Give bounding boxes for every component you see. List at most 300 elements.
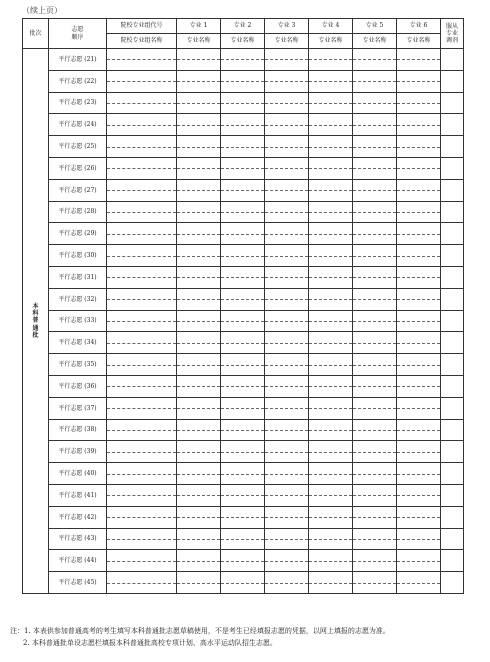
major-1-field[interactable]: [177, 266, 221, 288]
major-3-field[interactable]: [265, 310, 309, 332]
dashed-divider: [177, 168, 220, 169]
school-group-field[interactable]: [107, 288, 177, 310]
major-1-field[interactable]: [177, 332, 221, 354]
dashed-divider: [353, 583, 396, 584]
obey-adjustment-field[interactable]: [441, 70, 464, 92]
major-2-field[interactable]: [221, 354, 265, 376]
major-3-field[interactable]: [265, 92, 309, 114]
school-group-field[interactable]: [107, 506, 177, 528]
dashed-divider: [353, 430, 396, 431]
major-3-field[interactable]: [265, 484, 309, 506]
major-1-field[interactable]: [177, 245, 221, 267]
dashed-divider: [107, 583, 176, 584]
major-5-field[interactable]: [353, 70, 397, 92]
major-4-field[interactable]: [309, 441, 353, 463]
obey-adjustment-field[interactable]: [441, 179, 464, 201]
major-4-field[interactable]: [309, 114, 353, 136]
major-5-field[interactable]: [353, 179, 397, 201]
dashed-divider: [177, 125, 220, 126]
dashed-divider: [221, 343, 264, 344]
dashed-divider: [397, 299, 440, 300]
volunteer-row: [23, 310, 464, 332]
major-1-field[interactable]: [177, 179, 221, 201]
major-4-field[interactable]: [309, 572, 353, 594]
obey-adjustment-field[interactable]: [441, 375, 464, 397]
volunteer-order-label: 平行志愿 (42): [49, 506, 107, 528]
volunteer-order-label: 平行志愿 (35): [49, 354, 107, 376]
major-1-field[interactable]: [177, 506, 221, 528]
major-1-field[interactable]: [177, 223, 221, 245]
school-group-field[interactable]: [107, 572, 177, 594]
header-obey-line3: 调剂: [445, 37, 458, 45]
major-6-field[interactable]: [397, 463, 441, 485]
dashed-divider: [107, 321, 176, 322]
obey-adjustment-field[interactable]: [441, 92, 464, 114]
major-3-field[interactable]: [265, 528, 309, 550]
dashed-divider: [309, 343, 352, 344]
major-1-field[interactable]: [177, 354, 221, 376]
major-4-field[interactable]: [309, 310, 353, 332]
dashed-divider: [177, 430, 220, 431]
volunteer-row: [23, 92, 464, 114]
obey-adjustment-field[interactable]: [441, 397, 464, 419]
school-group-field[interactable]: [107, 354, 177, 376]
dashed-divider: [397, 190, 440, 191]
header-major-name: 专业名称: [265, 34, 309, 49]
major-3-field[interactable]: [265, 201, 309, 223]
major-6-field[interactable]: [397, 288, 441, 310]
major-3-field[interactable]: [265, 375, 309, 397]
dashed-divider: [177, 495, 220, 496]
obey-adjustment-field[interactable]: [441, 441, 464, 463]
major-1-field[interactable]: [177, 136, 221, 158]
header-order-line1: 志愿: [71, 26, 84, 34]
school-group-field[interactable]: [107, 463, 177, 485]
dashed-divider: [177, 365, 220, 366]
major-6-field[interactable]: [397, 49, 441, 71]
major-1-field[interactable]: [177, 441, 221, 463]
volunteer-order-label: 平行志愿 (41): [49, 484, 107, 506]
major-4-field[interactable]: [309, 223, 353, 245]
major-4-field[interactable]: [309, 92, 353, 114]
school-group-field[interactable]: [107, 114, 177, 136]
dashed-divider: [353, 386, 396, 387]
school-group-field[interactable]: [107, 49, 177, 71]
dashed-divider: [353, 343, 396, 344]
major-3-field[interactable]: [265, 136, 309, 158]
obey-adjustment-field[interactable]: [441, 484, 464, 506]
major-2-field[interactable]: [221, 136, 265, 158]
major-5-field[interactable]: [353, 572, 397, 594]
dashed-divider: [353, 190, 396, 191]
dashed-divider: [397, 517, 440, 518]
major-4-field[interactable]: [309, 463, 353, 485]
dashed-divider: [177, 277, 220, 278]
dashed-divider: [265, 495, 308, 496]
major-1-field[interactable]: [177, 157, 221, 179]
major-5-field[interactable]: [353, 332, 397, 354]
obey-adjustment-field[interactable]: [441, 157, 464, 179]
obey-adjustment-field[interactable]: [441, 463, 464, 485]
major-6-field[interactable]: [397, 397, 441, 419]
dashed-divider: [177, 212, 220, 213]
volunteer-order-label: 平行志愿 (39): [49, 441, 107, 463]
major-5-field[interactable]: [353, 528, 397, 550]
school-group-field[interactable]: [107, 201, 177, 223]
major-2-field[interactable]: [221, 310, 265, 332]
major-5-field[interactable]: [353, 375, 397, 397]
dashed-divider: [309, 103, 352, 104]
major-3-field[interactable]: [265, 70, 309, 92]
major-5-field[interactable]: [353, 201, 397, 223]
major-6-field[interactable]: [397, 179, 441, 201]
batch-value: [23, 49, 49, 594]
volunteer-order-label: 平行志愿 (27): [49, 179, 107, 201]
volunteer-row: [23, 484, 464, 506]
major-2-field[interactable]: [221, 288, 265, 310]
major-4-field[interactable]: [309, 157, 353, 179]
volunteer-row: [23, 332, 464, 354]
obey-adjustment-field[interactable]: [441, 528, 464, 550]
volunteer-form-table: [22, 18, 464, 594]
major-3-field[interactable]: [265, 572, 309, 594]
major-2-field[interactable]: [221, 223, 265, 245]
major-3-field[interactable]: [265, 506, 309, 528]
major-1-field[interactable]: [177, 484, 221, 506]
major-1-field[interactable]: [177, 572, 221, 594]
major-1-field[interactable]: [177, 419, 221, 441]
major-5-field[interactable]: [353, 266, 397, 288]
dashed-divider: [397, 343, 440, 344]
header-school-name: 院校专业组名称: [107, 34, 177, 49]
dashed-divider: [309, 539, 352, 540]
major-1-field[interactable]: [177, 201, 221, 223]
obey-adjustment-field[interactable]: [441, 245, 464, 267]
major-4-field[interactable]: [309, 375, 353, 397]
school-group-field[interactable]: [107, 528, 177, 550]
major-1-field[interactable]: [177, 528, 221, 550]
volunteer-row: [23, 463, 464, 485]
obey-adjustment-field[interactable]: [441, 506, 464, 528]
obey-adjustment-field[interactable]: [441, 114, 464, 136]
school-group-field[interactable]: [107, 157, 177, 179]
major-5-field[interactable]: [353, 114, 397, 136]
major-5-field[interactable]: [353, 419, 397, 441]
dashed-divider: [265, 103, 308, 104]
volunteer-row: [23, 114, 464, 136]
dashed-divider: [397, 539, 440, 540]
major-2-field[interactable]: [221, 179, 265, 201]
school-group-field[interactable]: [107, 245, 177, 267]
obey-adjustment-field[interactable]: [441, 572, 464, 594]
school-group-field[interactable]: [107, 266, 177, 288]
major-6-field[interactable]: [397, 572, 441, 594]
obey-adjustment-field[interactable]: [441, 354, 464, 376]
major-4-field[interactable]: [309, 484, 353, 506]
major-2-field[interactable]: [221, 528, 265, 550]
major-3-field[interactable]: [265, 245, 309, 267]
major-6-field[interactable]: [397, 484, 441, 506]
major-3-field[interactable]: [265, 463, 309, 485]
major-5-field[interactable]: [353, 157, 397, 179]
major-2-field[interactable]: [221, 550, 265, 572]
major-6-field[interactable]: [397, 506, 441, 528]
major-3-field[interactable]: [265, 397, 309, 419]
major-3-field[interactable]: [265, 550, 309, 572]
dashed-divider: [397, 430, 440, 431]
major-2-field[interactable]: [221, 157, 265, 179]
major-4-field[interactable]: [309, 419, 353, 441]
dashed-divider: [353, 408, 396, 409]
major-6-field[interactable]: [397, 136, 441, 158]
major-2-field[interactable]: [221, 114, 265, 136]
major-5-field[interactable]: [353, 49, 397, 71]
school-group-field[interactable]: [107, 70, 177, 92]
major-5-field[interactable]: [353, 550, 397, 572]
dashed-divider: [397, 583, 440, 584]
school-group-field[interactable]: [107, 179, 177, 201]
obey-adjustment-field[interactable]: [441, 136, 464, 158]
major-5-field[interactable]: [353, 136, 397, 158]
major-5-field[interactable]: [353, 463, 397, 485]
major-2-field[interactable]: [221, 70, 265, 92]
obey-adjustment-field[interactable]: [441, 49, 464, 71]
obey-adjustment-field[interactable]: [441, 266, 464, 288]
batch-char: 科: [32, 310, 39, 318]
obey-adjustment-field[interactable]: [441, 310, 464, 332]
dashed-divider: [177, 147, 220, 148]
dashed-divider: [309, 168, 352, 169]
major-2-field[interactable]: [221, 375, 265, 397]
major-5-field[interactable]: [353, 92, 397, 114]
major-5-field[interactable]: [353, 288, 397, 310]
major-6-field[interactable]: [397, 201, 441, 223]
volunteer-row: [23, 245, 464, 267]
major-1-field[interactable]: [177, 288, 221, 310]
major-3-field[interactable]: [265, 419, 309, 441]
volunteer-row: [23, 572, 464, 594]
dashed-divider: [177, 190, 220, 191]
major-5-field[interactable]: [353, 397, 397, 419]
major-3-field[interactable]: [265, 288, 309, 310]
obey-adjustment-field[interactable]: [441, 223, 464, 245]
major-4-field[interactable]: [309, 49, 353, 71]
dashed-divider: [221, 365, 264, 366]
major-6-field[interactable]: [397, 441, 441, 463]
major-6-field[interactable]: [397, 550, 441, 572]
major-4-field[interactable]: [309, 550, 353, 572]
major-2-field[interactable]: [221, 419, 265, 441]
major-4-field[interactable]: [309, 288, 353, 310]
major-6-field[interactable]: [397, 245, 441, 267]
major-2-field[interactable]: [221, 397, 265, 419]
major-3-field[interactable]: [265, 157, 309, 179]
volunteer-order-label: 平行志愿 (30): [49, 245, 107, 267]
major-1-field[interactable]: [177, 310, 221, 332]
dashed-divider: [309, 59, 352, 60]
volunteer-row: [23, 441, 464, 463]
major-2-field[interactable]: [221, 49, 265, 71]
major-4-field[interactable]: [309, 354, 353, 376]
major-4-field[interactable]: [309, 332, 353, 354]
dashed-divider: [397, 321, 440, 322]
footnote-2: 2. 本科普通批单设志愿栏填报本科普通批高校专项计划、高水平运动队招生志愿。: [23, 639, 277, 647]
school-group-field[interactable]: [107, 310, 177, 332]
school-group-field[interactable]: [107, 550, 177, 572]
header-major-2: 专业 2: [221, 19, 265, 34]
dashed-divider: [107, 81, 176, 82]
dashed-divider: [177, 343, 220, 344]
dashed-divider: [265, 125, 308, 126]
major-1-field[interactable]: [177, 49, 221, 71]
major-5-field[interactable]: [353, 506, 397, 528]
dashed-divider: [265, 408, 308, 409]
school-group-field[interactable]: [107, 223, 177, 245]
volunteer-row: [23, 266, 464, 288]
volunteer-order-label: 平行志愿 (34): [49, 332, 107, 354]
major-2-field[interactable]: [221, 332, 265, 354]
dashed-divider: [107, 408, 176, 409]
volunteer-order-label: 平行志愿 (38): [49, 419, 107, 441]
dashed-divider: [397, 147, 440, 148]
major-6-field[interactable]: [397, 70, 441, 92]
major-3-field[interactable]: [265, 441, 309, 463]
major-6-field[interactable]: [397, 310, 441, 332]
major-4-field[interactable]: [309, 245, 353, 267]
dashed-divider: [107, 343, 176, 344]
school-group-field[interactable]: [107, 332, 177, 354]
header-major-5: 专业 5: [353, 19, 397, 34]
dashed-divider: [221, 561, 264, 562]
dashed-divider: [309, 256, 352, 257]
major-6-field[interactable]: [397, 92, 441, 114]
major-6-field[interactable]: [397, 375, 441, 397]
header-major-1: 专业 1: [177, 19, 221, 34]
header-order-line2: 顺序: [71, 33, 84, 41]
form-body: [23, 49, 464, 594]
major-2-field[interactable]: [221, 484, 265, 506]
school-group-field[interactable]: [107, 92, 177, 114]
major-6-field[interactable]: [397, 114, 441, 136]
major-1-field[interactable]: [177, 397, 221, 419]
dashed-divider: [353, 59, 396, 60]
header-major-name: 专业名称: [397, 34, 441, 49]
major-2-field[interactable]: [221, 506, 265, 528]
obey-adjustment-field[interactable]: [441, 419, 464, 441]
major-4-field[interactable]: [309, 528, 353, 550]
school-group-field[interactable]: [107, 441, 177, 463]
major-2-field[interactable]: [221, 266, 265, 288]
major-3-field[interactable]: [265, 354, 309, 376]
major-4-field[interactable]: [309, 201, 353, 223]
major-6-field[interactable]: [397, 223, 441, 245]
major-2-field[interactable]: [221, 572, 265, 594]
header-major-name: 专业名称: [309, 34, 353, 49]
major-2-field[interactable]: [221, 201, 265, 223]
dashed-divider: [309, 430, 352, 431]
volunteer-order-label: 平行志愿 (37): [49, 397, 107, 419]
major-2-field[interactable]: [221, 245, 265, 267]
obey-adjustment-field[interactable]: [441, 201, 464, 223]
major-5-field[interactable]: [353, 245, 397, 267]
dashed-divider: [397, 81, 440, 82]
dashed-divider: [177, 234, 220, 235]
major-4-field[interactable]: [309, 506, 353, 528]
major-3-field[interactable]: [265, 49, 309, 71]
school-group-field[interactable]: [107, 484, 177, 506]
major-1-field[interactable]: [177, 463, 221, 485]
dashed-divider: [397, 234, 440, 235]
school-group-field[interactable]: [107, 375, 177, 397]
dashed-divider: [221, 452, 264, 453]
dashed-divider: [353, 277, 396, 278]
major-6-field[interactable]: [397, 266, 441, 288]
dashed-divider: [353, 256, 396, 257]
dashed-divider: [265, 190, 308, 191]
school-group-field[interactable]: [107, 419, 177, 441]
volunteer-row: [23, 354, 464, 376]
major-1-field[interactable]: [177, 550, 221, 572]
major-2-field[interactable]: [221, 92, 265, 114]
dashed-divider: [397, 408, 440, 409]
major-2-field[interactable]: [221, 441, 265, 463]
major-4-field[interactable]: [309, 70, 353, 92]
dashed-divider: [353, 234, 396, 235]
school-group-field[interactable]: [107, 136, 177, 158]
major-6-field[interactable]: [397, 157, 441, 179]
major-5-field[interactable]: [353, 441, 397, 463]
major-6-field[interactable]: [397, 419, 441, 441]
major-4-field[interactable]: [309, 179, 353, 201]
major-4-field[interactable]: [309, 136, 353, 158]
major-3-field[interactable]: [265, 332, 309, 354]
obey-adjustment-field[interactable]: [441, 550, 464, 572]
major-5-field[interactable]: [353, 223, 397, 245]
batch-char: 普: [32, 317, 39, 325]
dashed-divider: [397, 495, 440, 496]
major-2-field[interactable]: [221, 463, 265, 485]
major-5-field[interactable]: [353, 354, 397, 376]
dashed-divider: [107, 125, 176, 126]
major-1-field[interactable]: [177, 114, 221, 136]
dashed-divider: [265, 583, 308, 584]
volunteer-row: [23, 136, 464, 158]
obey-adjustment-field[interactable]: [441, 332, 464, 354]
school-group-field[interactable]: [107, 397, 177, 419]
major-1-field[interactable]: [177, 375, 221, 397]
major-5-field[interactable]: [353, 484, 397, 506]
obey-adjustment-field[interactable]: [441, 288, 464, 310]
major-1-field[interactable]: [177, 70, 221, 92]
major-6-field[interactable]: [397, 528, 441, 550]
header-obey-line1: 服从: [445, 22, 458, 30]
dashed-divider: [397, 452, 440, 453]
major-3-field[interactable]: [265, 223, 309, 245]
dashed-divider: [107, 212, 176, 213]
major-3-field[interactable]: [265, 266, 309, 288]
major-6-field[interactable]: [397, 354, 441, 376]
major-4-field[interactable]: [309, 397, 353, 419]
major-1-field[interactable]: [177, 92, 221, 114]
dashed-divider: [397, 168, 440, 169]
dashed-divider: [397, 212, 440, 213]
major-5-field[interactable]: [353, 310, 397, 332]
major-3-field[interactable]: [265, 179, 309, 201]
major-4-field[interactable]: [309, 266, 353, 288]
major-3-field[interactable]: [265, 114, 309, 136]
major-6-field[interactable]: [397, 332, 441, 354]
volunteer-row: [23, 528, 464, 550]
